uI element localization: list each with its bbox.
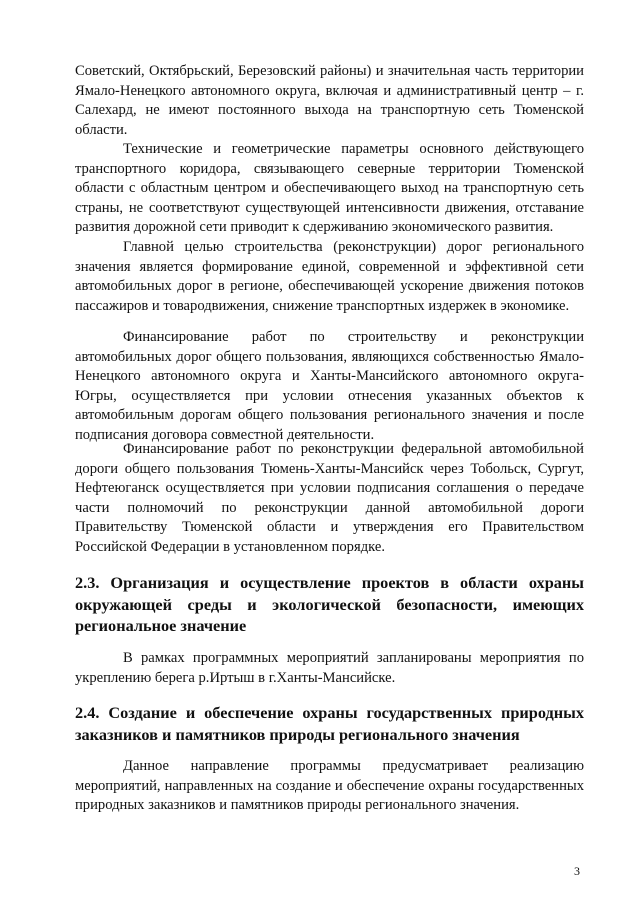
paragraph-section-2-4: Данное направление программы предусматривает реализацию мероприятий, направленных на создание и обеспечение охраны государственных природных заказников и памятников природы регионального значения. (75, 758, 584, 814)
section-heading-2-4: 2.4. Создание и обеспечение охраны государственных природных заказников и памятников природы регионального значения (75, 703, 584, 744)
paragraph-continuation: Советский, Октябрьский, Березовский районы) и значительная часть территории Ямало-Ненецкого автономного округа, включая и административный центр – г. Салехард, не имеют постоянного выхода на транспортную сеть Тюменской области. (75, 63, 584, 138)
paragraph-main-goal: Главной целью строительства (реконструкции) дорог регионального значения является формирование единой, современной и эффективной сети автомобильных дорог в регионе, обеспечивающей ускорение движения потоков пассажиров и товародвижения, снижение транспортных издержек в экономике. (75, 239, 584, 314)
paragraph-section-2-3: В рамках программных мероприятий запланированы мероприятия по укреплению берега р.Иртыш в г.Ханты-Мансийске. (75, 650, 584, 686)
page-number: 3 (574, 864, 580, 878)
paragraph-financing-regional: Финансирование работ по строительству и реконструкции автомобильных дорог общего пользования, являющихся собственностью Ямало-Ненецкого автономного округа и Ханты-Мансийского автономного округа-Югры, осуществляется при условии отнесения указанных объектов к автомобильным дорогам общего пользования регионального значения и после подписания договора совместной деятельности. (75, 329, 584, 443)
paragraph-financing-federal: Финансирование работ по реконструкции федеральной автомобильной дороги общего пользования Тюмень-Ханты-Мансийск через Тобольск, Сургут, Нефтеюганск осуществляется при условии подписания соглашения о передаче части полномочий по реконструкции данной автомобильной дороги Правительству Тюменской области и утверждения его Правительством Российской Федерации в установленном порядке. (75, 441, 584, 555)
section-heading-2-3: 2.3. Организация и осуществление проектов в области охраны окружающей среды и экологической безопасности, имеющих региональное значение (75, 573, 584, 635)
paragraph-transport-corridor: Технические и геометрические параметры основного действующего транспортного коридора, связывающего северные территории Тюменской области с областным центром и обеспечивающего выход на транспортную сеть страны, не соответствуют существующей интенсивности движения, отставание развития дорожной сети приводит к сдерживанию экономического развития. (75, 141, 584, 236)
